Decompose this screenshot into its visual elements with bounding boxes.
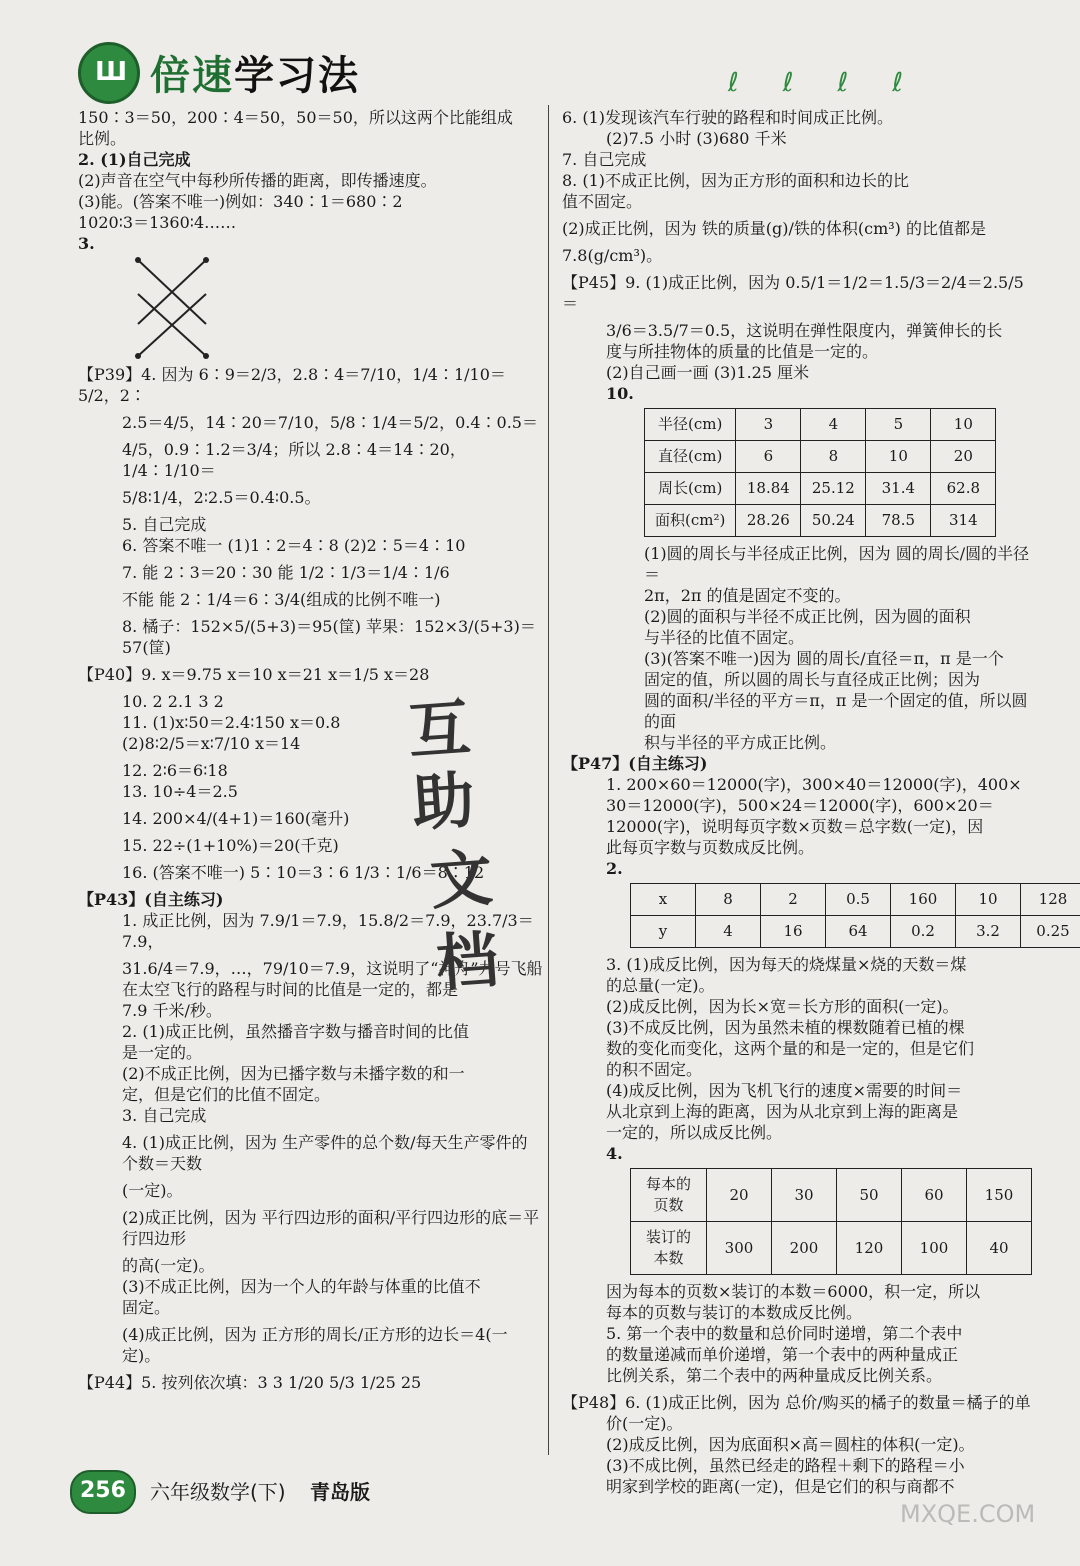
table-row: 装订的本数 300 200 120 100 40 [631, 1222, 1032, 1275]
table-row: 面积(cm²) 28.26 50.24 78.5 314 [645, 505, 996, 537]
table-row: 每本的页数 20 30 50 60 150 [631, 1169, 1032, 1222]
text-line: 8. 橘子：152×5/(5+3)＝95(筐) 苹果：152×3/(5+3)＝57(筐) [122, 617, 536, 657]
table-row: 直径(cm) 6 8 10 20 [645, 441, 996, 473]
table-row: 周长(cm) 18.84 25.12 31.4 62.8 [645, 473, 996, 505]
matching-cross-diagram [132, 254, 543, 364]
text-line: 因为每本的页数×装订的本数＝6000，积一定，所以 [606, 1282, 981, 1301]
column-divider [548, 105, 549, 1455]
text-line: 的高(一定)。 [122, 1256, 215, 1275]
page-number-badge [70, 1470, 136, 1514]
text-line: 固定的值，所以圆的周长与直径成正比例；因为 [644, 670, 981, 689]
text-line: 12. 2∶6＝6∶18 [122, 761, 228, 780]
edition-label: 青岛版 [310, 1480, 370, 1504]
text-line: 比例。 [78, 129, 127, 148]
text-line: 3/6＝3.5/7＝0.5，这说明在弹性限度内，弹簧伸长的长 [606, 321, 1003, 340]
decorative-loops: ℓℓℓℓ [728, 68, 947, 98]
text-line: 2π，2π 的值是固定不变的。 [644, 586, 851, 605]
text-line: 【P44】5. 按列依次填：3 3 1/20 5/3 1/25 25 [78, 1373, 422, 1392]
text-line: 10. 2 2.1 3 2 [122, 692, 224, 711]
text-line: 1. 200×60＝12000(字)，300×40＝12000(字)，400× [606, 775, 1022, 794]
text-line: 16. (答案不唯一) 5∶10＝3∶6 1/3∶1/6＝8∶12 [122, 863, 485, 882]
text-line: 3. (1)成反比例，因为每天的烧煤量×烧的天数＝煤 [606, 955, 967, 974]
text-line: 是一定的。 [122, 1043, 203, 1062]
text-line: (2)7.5 小时 (3)680 千米 [606, 129, 787, 148]
text-line: 值不固定。 [562, 192, 643, 211]
text-line: 150∶3＝50，200∶4＝50，50＝50，所以这两个比能组成 [78, 108, 513, 127]
text-line: 的总量(一定)。 [606, 976, 715, 995]
text-line: 8. (1)不成正比例，因为正方形的面积和边长的比 [562, 171, 910, 190]
text-line: 13. 10÷4＝2.5 [122, 782, 238, 801]
text-line: 从北京到上海的距离，因为从北京到上海的距离是 [606, 1102, 959, 1121]
text-line: (1)圆的周长与半径成正比例，因为 圆的周长/圆的半径＝ [644, 544, 1030, 584]
cross-lines [132, 254, 212, 364]
text-line: 4. (1)成正比例，因为 生产零件的总个数/每天生产零件的个数＝天数 [122, 1133, 528, 1173]
section-heading: 【P43】(自主练习) [78, 890, 224, 909]
text-line: 【P39】4. 因为 6∶9＝2/3，2.8∶4＝7/10，1/4∶1/10＝5/2，2∶ [78, 365, 506, 405]
page-footer [70, 1468, 590, 1516]
handwriting-char: 助 [409, 762, 477, 841]
page-number: 256 [80, 1478, 126, 1503]
text-line: 1. 成正比例，因为 7.9/1＝7.9，15.8/2＝7.9，23.7/3＝7.9， [122, 911, 534, 951]
text-line: (一定)。 [122, 1181, 183, 1200]
text-line: 明家到学校的距离(一定)，但是它们的积与商都不 [606, 1477, 955, 1496]
text-line: 6. 答案不唯一 (1)1∶2＝4∶8 (2)2∶5＝4∶10 [122, 536, 466, 555]
text-line: 【P48】6. (1)成正比例，因为 总价/购买的橘子的数量＝橘子的单 [562, 1393, 1031, 1412]
text-line: (3)(答案不唯一)因为 圆的周长/直径＝π，π 是一个 [644, 649, 1004, 668]
book-logo-icon: Ш [78, 42, 140, 104]
table-row: x 8 2 0.5 160 10 128 [631, 884, 1080, 916]
handwriting-char: 文 [427, 840, 495, 919]
text-line: 的数量递减而单价递增，第一个表中的两种量成正 [606, 1345, 959, 1364]
text-line: 价(一定)。 [606, 1414, 683, 1433]
table-row: y 4 16 64 0.2 3.2 0.25 [631, 916, 1080, 948]
text-line: 此每页字数与页数成反比例。 [606, 838, 815, 857]
handwriting-char: 档 [433, 922, 501, 1001]
text-line: 4/5，0.9∶1.2＝3/4；所以 2.8∶4＝14∶20，1/4∶1/10＝ [122, 440, 466, 480]
section-heading: 【P47】(自主练习) [562, 754, 708, 773]
text-line: 不能 能 2∶1/4＝6∶3/4(组成的比例不唯一) [122, 590, 441, 609]
text-line: 7.9 千米/秒。 [122, 1001, 222, 1020]
text-line: 11. (1)x∶50＝2.4∶150 x＝0.8 [122, 713, 341, 732]
text-line: (2)成正比例，因为 平行四边形的面积/平行四边形的底＝平行四边形 [122, 1208, 540, 1248]
text-line: 3. [78, 234, 95, 253]
pages-table [630, 1168, 1032, 1275]
text-line: 数的变化而变化，这两个量的和是一定的，但是它们 [606, 1039, 975, 1058]
circle-table [644, 408, 996, 537]
text-line: 5/8∶1/4，2∶2.5＝0.4∶0.5。 [122, 488, 321, 507]
text-line: 15. 22÷(1+10%)＝20(千克) [122, 836, 339, 855]
text-line: 一定的，所以成反比例。 [606, 1123, 783, 1142]
text-line: (3)不成正比例，因为一个人的年龄与体重的比值不 [122, 1277, 481, 1296]
text-line: 积与半径的平方成正比例。 [644, 733, 837, 752]
text-line: 的积不固定。 [606, 1060, 703, 1079]
text-line: (2)8∶2/5＝x∶7/10 x＝14 [122, 734, 301, 753]
text-line: 2. [606, 859, 623, 878]
text-line: 5. 第一个表中的数量和总价同时递增，第二个表中 [606, 1324, 963, 1343]
text-line: 5. 自己完成 [122, 515, 207, 534]
table-row: 半径(cm) 3 4 5 10 [645, 409, 996, 441]
text-line: 【P45】9. (1)成正比例，因为 0.5/1＝1/2＝1.5/3＝2/4＝2.5/5＝ [562, 273, 1024, 313]
text-line: (3)能。(答案不唯一)例如：340∶1＝680∶2 [78, 192, 403, 211]
text-line: 14. 200×4/(4+1)＝160(毫升) [122, 809, 350, 828]
text-line: (4)成正比例，因为 正方形的周长/正方形的边长＝4(一定)。 [122, 1325, 508, 1365]
text-line: (2)声音在空气中每秒所传播的距离，即传播速度。 [78, 171, 437, 190]
text-line: 圆的面积/半径的平方＝π，π 是一个固定的值，所以圆的面 [644, 691, 1028, 731]
text-line: 7. 能 2∶3＝20∶30 能 1/2∶1/3＝1/4∶1/6 [122, 563, 450, 582]
text-line: 4. [606, 1144, 623, 1163]
text-line: 度与所挂物体的质量的比值是一定的。 [606, 342, 879, 361]
page-header [78, 38, 1038, 108]
text-line: 7. 自己完成 [562, 150, 647, 169]
handwriting-char: 互 [405, 690, 473, 769]
text-line: 比例关系，第二个表中的两种量成反比例关系。 [606, 1366, 943, 1385]
text-line: 3. 自己完成 [122, 1106, 207, 1125]
text-line: (2)成反比例，因为底面积×高＝圆柱的体积(一定)。 [606, 1435, 975, 1454]
text-line: 定，但是它们的比值不固定。 [122, 1085, 331, 1104]
grade-label: 六年级数学(下) [150, 1480, 286, 1504]
text-line: (2)自己画一画 (3)1.25 厘米 [606, 363, 810, 382]
xy-table [630, 883, 1080, 948]
text-line: 30＝12000(字)，500×24＝12000(字)，600×20＝ [606, 796, 994, 815]
text-line: 2.5＝4/5，14∶20＝7/10，5/8∶1/4＝5/2，0.4∶0.5＝ [122, 413, 538, 432]
text-line: 【P40】9. x＝9.75 x＝10 x＝21 x＝1/5 x＝28 [78, 665, 430, 684]
text-line: 每本的页数与装订的本数成反比例。 [606, 1303, 863, 1322]
brand-title: 倍速学习法 [150, 53, 360, 99]
text-line: (4)成反比例，因为飞机飞行的速度×需要的时间＝ [606, 1081, 963, 1100]
text-line: 1020∶3＝1360∶4…… [78, 213, 237, 232]
text-line: 10. [606, 384, 634, 403]
text-line: 固定。 [122, 1298, 171, 1317]
text-line: (2)成正比例，因为 铁的质量(g)/铁的体积(cm³) 的比值都是 [562, 219, 986, 238]
text-line: (2)成反比例，因为长×宽＝长方形的面积(一定)。 [606, 997, 959, 1016]
text-line: 31.6/4＝7.9，…，79/10＝7.9，这说明了“神舟”九号飞船 [122, 959, 543, 978]
watermark: MXQE.COM [900, 1500, 1036, 1528]
text-line: (3)不成比例，虽然已经走的路程＋剩下的路程＝小 [606, 1456, 965, 1475]
text-line: 与半径的比值不固定。 [644, 628, 805, 647]
right-column [562, 107, 1070, 1497]
left-column [78, 107, 543, 1393]
text-line: 2. (1)成正比例，虽然播音字数与播音时间的比值 [122, 1022, 470, 1041]
text-line: 2. (1)自己完成 [78, 150, 191, 169]
text-line: (2)圆的面积与半径不成正比例，因为圆的面积 [644, 607, 971, 626]
text-line: 6. (1)发现该汽车行驶的路程和时间成正比例。 [562, 108, 894, 127]
text-line: 12000(字)，说明每页字数×页数＝总字数(一定)，因 [606, 817, 984, 836]
text-line: 7.8(g/cm³)。 [562, 246, 663, 265]
text-line: (2)不成正比例，因为已播字数与未播字数的和一 [122, 1064, 465, 1083]
text-line: (3)不成反比例，因为虽然未植的棵数随着已植的棵 [606, 1018, 965, 1037]
text-line: 在太空飞行的路程与时间的比值是一定的，都是 [122, 980, 459, 999]
